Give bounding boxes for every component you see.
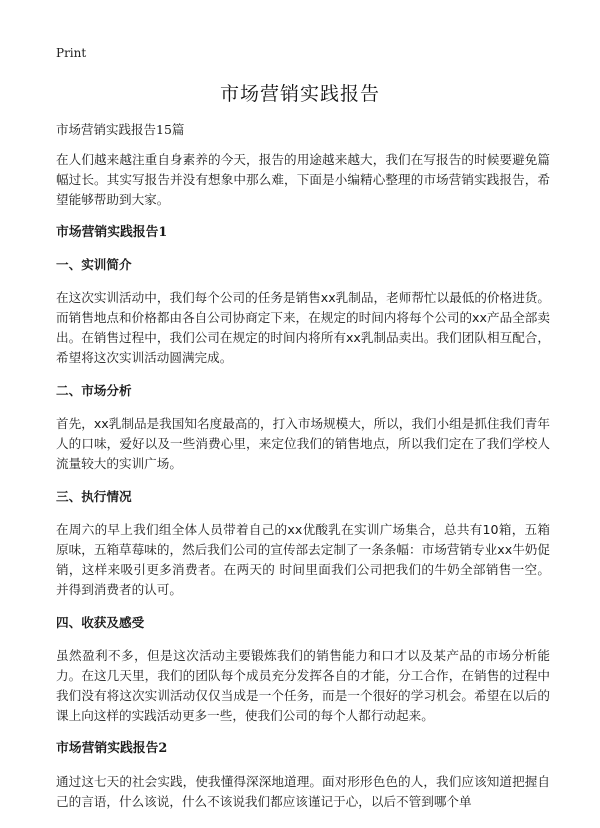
document-subtitle: 市场营销实践报告15篇 (56, 122, 185, 137)
section-execution-heading: 三、执行情况 (56, 489, 132, 504)
section-gains-paragraph: 虽然盈利不多，但是这次活动主要锻炼我们的销售能力和口才以及某产品的市场分析能力。在这几天里，我们的团队每个成员充分发挥各自的才能，分工合作，在销售的过程中我们没有将这次实训活动仅仅当成是一个任务，而是一个很好的学习机会。希望在以后的课上向这样的实践活动更多一些，使我们公司的每个人都行动起来。 (56, 648, 550, 723)
section-market-heading: 二、市场分析 (56, 383, 132, 398)
intro-paragraph: 在人们越来越注重自身素养的今天，报告的用途越来越大，我们在写报告的时候要避免篇幅过长。其实写报告并没有想象中那么难，下面是小编精心整理的市场营销实践报告，希望能够帮助到大家。 (56, 152, 550, 207)
section-intro-heading: 一、实训简介 (56, 257, 132, 272)
report-2-heading: 市场营销实践报告2 (56, 741, 168, 756)
report-2-paragraph: 通过这七天的社会实践，使我懂得深深地道理。面对形形色色的人，我们应该知道把握自己的言语，什么该说，什么不该说我们都应该谨记于心，以后不管到哪个单 (56, 774, 550, 809)
page-title: 市场营销实践报告 (219, 83, 380, 105)
section-intro-paragraph: 在这次实训活动中，我们每个公司的任务是销售xx乳制品，老师帮忙以最低的价格进货。而销售地点和价格都由各自公司协商定下来，在规定的时间内将每个公司的xx产品全部卖出。在销售过程中，我们公司在规定的时间内将所有xx乳制品卖出。我们团队相互配合，希望将这次实训活动圆满完成。 (56, 290, 550, 365)
report-1-heading: 市场营销实践报告1 (56, 225, 168, 240)
section-market-paragraph: 首先，xx乳制品是我国知名度最高的，打入市场规模大，所以，我们小组是抓住我们青年人的口味，爱好以及一些消费心里，来定位我们的销售地点，所以我们定在了我们学校人流量较大的实训广场。 (56, 416, 550, 471)
section-gains-heading: 四、收获及感受 (56, 615, 145, 630)
print-link[interactable]: Print (56, 46, 87, 60)
section-execution-paragraph: 在周六的早上我们组全体人员带着自己的xx优酸乳在实训广场集合，总共有10箱，五箱原味，五箱草莓味的，然后我们公司的宣传部去定制了一条条幅：市场营销专业xx牛奶促销，这样来吸引更多消费者。在两天的 时间里面我们公司把我们的牛奶全部销售一空。并得到消费者的认可。 (56, 522, 550, 597)
document-body (56, 120, 550, 826)
